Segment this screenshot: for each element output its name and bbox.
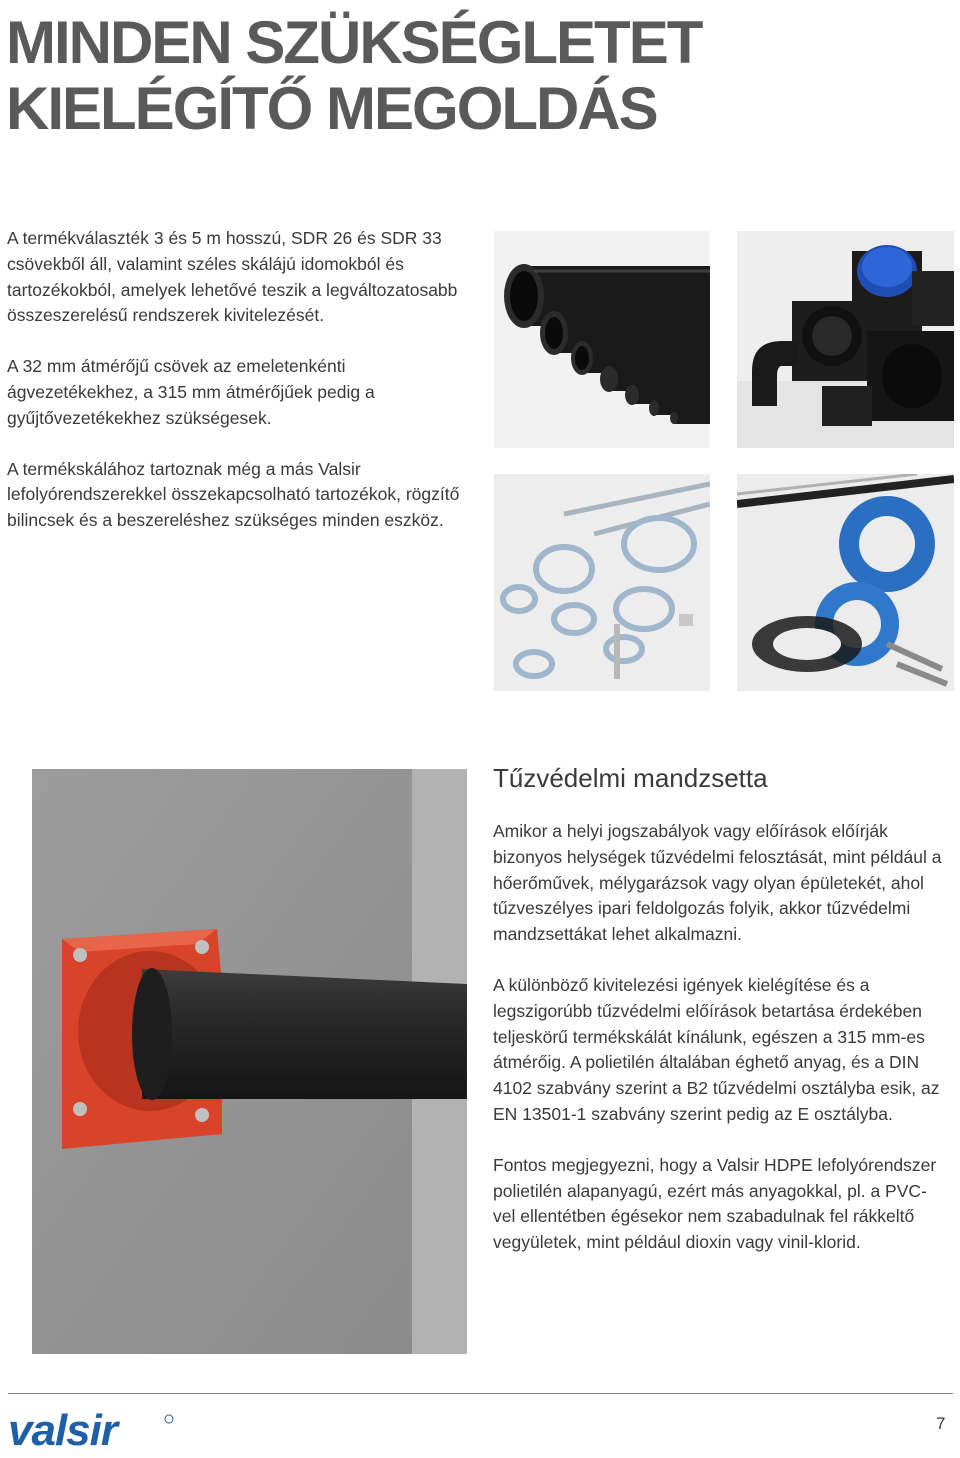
- page-title-line-2: KIELÉGÍTŐ MEGOLDÁS: [6, 75, 657, 142]
- fire-collar-paragraph-1: Amikor a helyi jogszabályok vagy előírások előírják bizonyos helységek tűzvédelmi felosztását, mint például a hőerőművek, mélygarázsok vagy olyan épületekét, ahol tűzveszélyes ipari feldolgozás folyik, akkor tűzvédelmi mandzsettákat lehet alkalmazni.: [493, 821, 942, 945]
- fire-collar-text: [493, 819, 943, 1281]
- photo-pipes: [494, 231, 710, 448]
- fire-collar-paragraph-3: Fontos megjegyezni, hogy a Valsir HDPE lefolyórendszer polietilén alapanyagú, ezért más anyagokkal, pl. a PVC-vel ellentétben égésekor nem szabadulnak fel rákkeltő vegyületek, mint például dioxin vagy vinil-klorid.: [493, 1154, 937, 1253]
- intro-paragraph-2: A 32 mm átmérőjű csövek az emeletenkénti ágvezetékekhez, a 315 mm átmérőjűek pedig a gyűjtővezetékekhez szükségesek.: [7, 356, 375, 428]
- intro-paragraph-1: A termékválaszték 3 és 5 m hosszú, SDR 26 és SDR 33 csövekből áll, valamint széles skálájú idomokból és tartozékokból, amelyek lehetővé teszik a legváltozatosabb összeszerelésű rendszerek kivitelezését.: [7, 228, 458, 326]
- fire-collar-heading: Tűzvédelmi mandzsetta: [493, 763, 768, 793]
- intro-text: [7, 226, 477, 559]
- valsir-logo: [6, 1405, 176, 1458]
- fire-collar-paragraph-2: A különböző kivitelezési igények kielégítése és a legszigorúbb tűzvédelmi előírások betartása érdekében teljeskörű termékskálát kínálunk, egészen a 315 mm-es átmérőig. A polietilén általában éghető anyag, és a DIN 4102 szabvány szerint a B2 tűzvédelmi osztályba esik, az EN 13501-1 szabvány szerint pedig az E osztályba.: [493, 974, 940, 1124]
- brand-wordmark: valsir: [8, 1406, 117, 1453]
- photo-flanges: [737, 474, 954, 691]
- photo-fire-collar: [32, 769, 467, 1354]
- footer-divider: [8, 1393, 953, 1394]
- page-title: [6, 10, 701, 142]
- page-number: 7: [936, 1414, 946, 1433]
- photo-clamps: [494, 474, 710, 691]
- photo-fittings: [737, 231, 954, 448]
- page-title-line-1: MINDEN SZÜKSÉGLETET: [6, 9, 702, 76]
- intro-paragraph-3: A termékskálához tartoznak még a más Valsir lefolyórendszerekkel összekapcsolható tartozékok, rögzítő bilincsek és a beszereléshez szükséges minden eszköz.: [7, 458, 460, 531]
